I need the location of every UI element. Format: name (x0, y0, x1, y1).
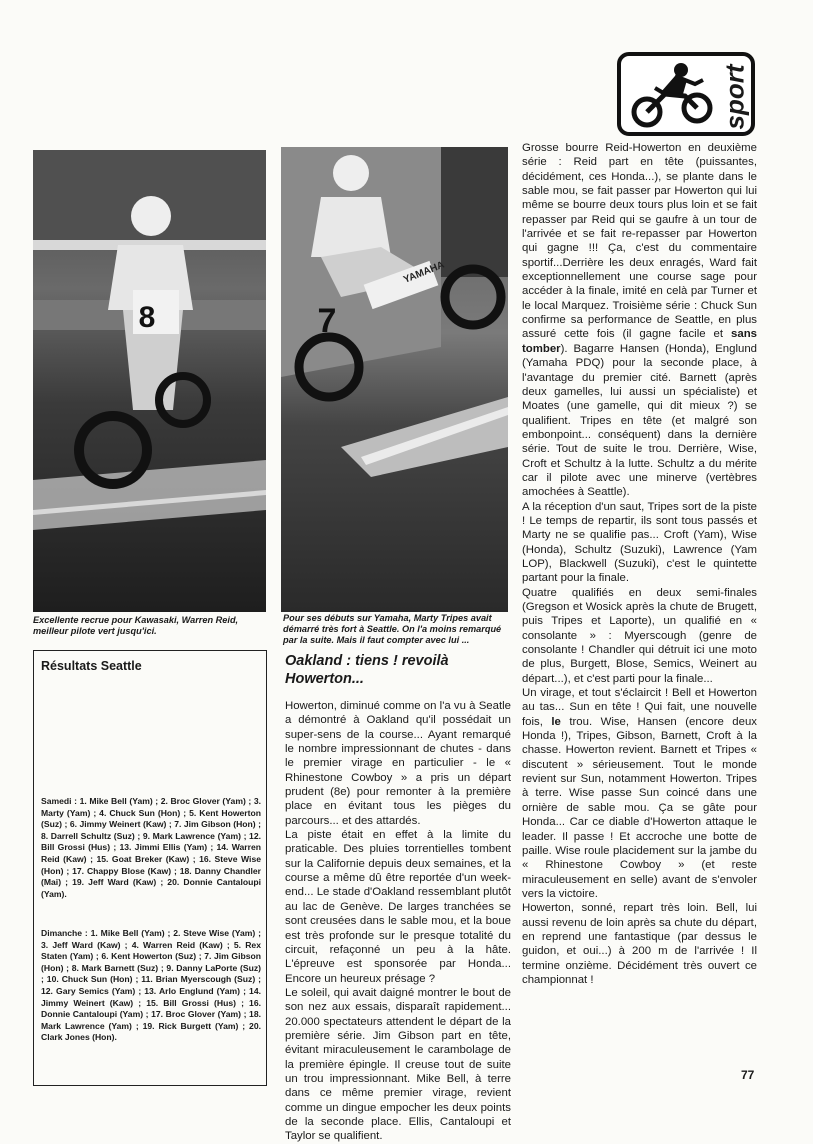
yamaha-tank-label: YAMAHA (402, 259, 446, 286)
bold-phrase: le (551, 715, 561, 728)
paragraph: Un virage, et tout s'éclaircit ! Bell et Howerton au tas... Sun en tête ! Qui fait, une nouvelle fois, le trou. Wise, Hansen (encore deux Honda !), Tripes, Gibson, Barnett, Croft à la chasse. Howerton revient. Barnett et Tripes « discutent » sérieusement. Tout le monde revient sur Sun, notamment Howerton. Tripes à terre. Wise passe Sun coincé dans une ornière de sable mou. Ça se gâte pour Honda... Car ce diable d'Howerton attaque le leader. Il passe ! Et accroche une botte de paille. Wise roule placidement sur la jambe du « Rhinestone Cowboy » (et reste miraculeusement en selle) avant de s'envoler vers la victoire. (522, 687, 757, 900)
photo-marty-tripes (281, 147, 508, 612)
article-headline: Oakland : tiens ! revoilà Howerton... (285, 653, 449, 687)
paragraph: Quatre qualifiés en deux semi-finales (Gregson et Wosick après la chute de Brugett, puis Tripes et Laporte), un qualifié en « consolante » : Myerscough (genre de consolante ! Chandler qui détruit ici une moto de plus, Burgett, Blose, Semics, Weinert au départ...), et c'est parti pour la finale... (522, 586, 757, 685)
page-number: 77 (741, 1068, 755, 1082)
article-column-2 (522, 141, 757, 987)
number-plate-8: 8 (138, 301, 156, 334)
motocross-rider-icon (625, 58, 721, 130)
logo-text: sport (719, 64, 750, 130)
bold-phrase: sans tomber (522, 328, 757, 355)
paragraph: Le soleil, qui avait daigné montrer le bout de son nez aux essais, disparaît rapidement... 20.000 spectateurs attendent le départ de la première série. Jim Gibson part en tête, évitant miraculeusement le carambolage de la première épingle. Il creuse tout de suite un trou impressionnant. Mike Bell, à terre dans ce même premier virage, revient comme un dingue empocher les deux points de la seconde place. Ellis, Cantaloupi et Taylor se qualifient. (285, 986, 511, 1143)
photo-caption-2: Pour ses débuts sur Yamaha, Marty Tripes avait démarré très fort à Seattle. On l'a moins remarqué par la suite. Mais il faut compter avec lui ... (283, 613, 502, 645)
paragraph: Grosse bourre Reid-Howerton en deuxième série : Reid part en tête (puissantes, décidément, ces Honda...), se plante dans le sable mou, se fait passer par Howerton qui lui même se bourre deux tours plus loin et se fait repasser par Reid qui se gaufre à un tour de l'arrivée et se fait re-repasser par Howerton qui gagne !!! Ça, c'est du commentaire sportif...Derrière les deux enragés, Ward fait exceptionnellement une course sage pour accéder à la finale, imité en celà par Turner et le local Marquez. Troisième série : Chuck Sun confirme sa performance de Seattle, en plus assuré cette fois (il gagne facile et sans tomber). Bagarre Hansen (Honda), Englund (Yamaha PDQ) pour la seconde place, à l'avantage du premier cité. Barnett (après deux gamelles, lui aussi un spécialiste) et Moates (une gamelle, qui dit mieux ?) se qualifient. Tripes en tête (et malgré son embonpoint... conséquent) dans la dernière série. Tout de suite le trou. Derrière, Wise, Croft et Schultz à la lutte. Schultz a du mérite car il pilote avec une minerve (vertèbres amochées à Seattle). (522, 142, 757, 499)
paragraph: Howerton, sonné, repart très loin. Bell, lui aussi revenu de loin après sa chute du départ, en reprend une fantastique (par dessus le guidon, et oui...) à 200 m de l'arrivée ! Il termine onzième. Décidément très ouvert ce championnat ! (522, 902, 757, 986)
photo-caption-1: Excellente recrue pour Kawasaki, Warren Reid, meilleur pilote vert jusqu'ici. (33, 615, 239, 636)
results-sunday: Dimanche : 1. Mike Bell (Yam) ; 2. Steve Wise (Yam) ; 3. Jeff Ward (Kaw) ; 4. Warren Reid (Kaw) ; 5. Rex Staten (Yam) ; 6. Kent Howerton (Suz) ; 7. Jim Gibson (Hon) ; 8. Mark Barnett (Suz) ; 9. Danny LaPorte (Suz) ; 10. Chuck Sun (Hon) ; 11. Brian Myerscough (Suz) ; 12. Gary Semics (Yam) ; 13. Arlo Englund (Yam) ; 14. Jimmy Weinert (Kaw) ; 15. Bill Grossi (Hus) ; 16. Donnie Cantaloupi (Yam) ; 17. Broc Glover (Yam) ; 18. Mark Lawrence (Yam) ; 19. Rick Burgett (Yam) ; 20. Clark Jones (Hon). (41, 928, 261, 1043)
article-column-1 (285, 699, 511, 1144)
paragraph: Howerton, diminué comme on l'a vu à Seatle a démontré à Oakland qu'il possédait un super-sens de la course... Ayant remarqué le nombre impressionnant de chutes - dans le premier virage en particulier - le « Rhinestone Cowboy » a pris un départ prudent (8e) pour remonter à la première place en évitant tous les pièges du parcours... et des attardés. (285, 700, 511, 827)
paragraph: La piste était en effet à la limite du praticable. Des pluies torrentielles tombent sur la Californie depuis deux semaines, et la course a même dû être reportée d'un week-end... Le stade d'Oakland ressemblant plutôt au lac de Genève. De larges tranchées se sont creusées dans le sable mou, et la boue est très profonde sur le presque totalité du circuit, refaçonné un peu à la hâte. L'épreuve est sponsorée par Honda... Encore un heureux présage ? (285, 829, 511, 985)
paragraph: A la réception d'un saut, Tripes sort de la piste ! Le temps de repartir, ils sont tous passés et Marty ne se qualifie pas... Croft (Yam), Wise (Honda), Schultz (Suzuki), Lawrence (Yam LOP), Blackwell (Suzuki), c'est le quintette partant pour la finale. (522, 500, 757, 585)
results-title: Résultats Seattle (41, 659, 142, 673)
sport-logo (617, 52, 755, 136)
number-plate-7: 7 (317, 302, 337, 340)
results-saturday: Samedi : 1. Mike Bell (Yam) ; 2. Broc Glover (Yam) ; 3. Marty (Yam) ; 4. Chuck Sun (Hon) ; 5. Kent Howerton (Suz) ; 6. Jimmy Weinert (Kaw) ; 7. Jim Gibson (Hon) ; 8. Darrell Schultz (Suz) ; 9. Mark Lawrence (Yam) ; 12. Bill Grossi (Hus) ; 13. Jimmi Ellis (Yam) ; 14. Warren Reid (Kaw) ; 15. Goat Breker (Kaw) ; 16. Steve Wise (Hon) ; 17. Chappy Blose (Kaw) ; 18. Danny Chandler (Mai) ; 19. Jeff Ward (Kaw) ; 20. Donnie Cantaloupi (Yam). (41, 796, 261, 899)
results-box (33, 650, 267, 1086)
photo-warren-reid (33, 150, 266, 612)
